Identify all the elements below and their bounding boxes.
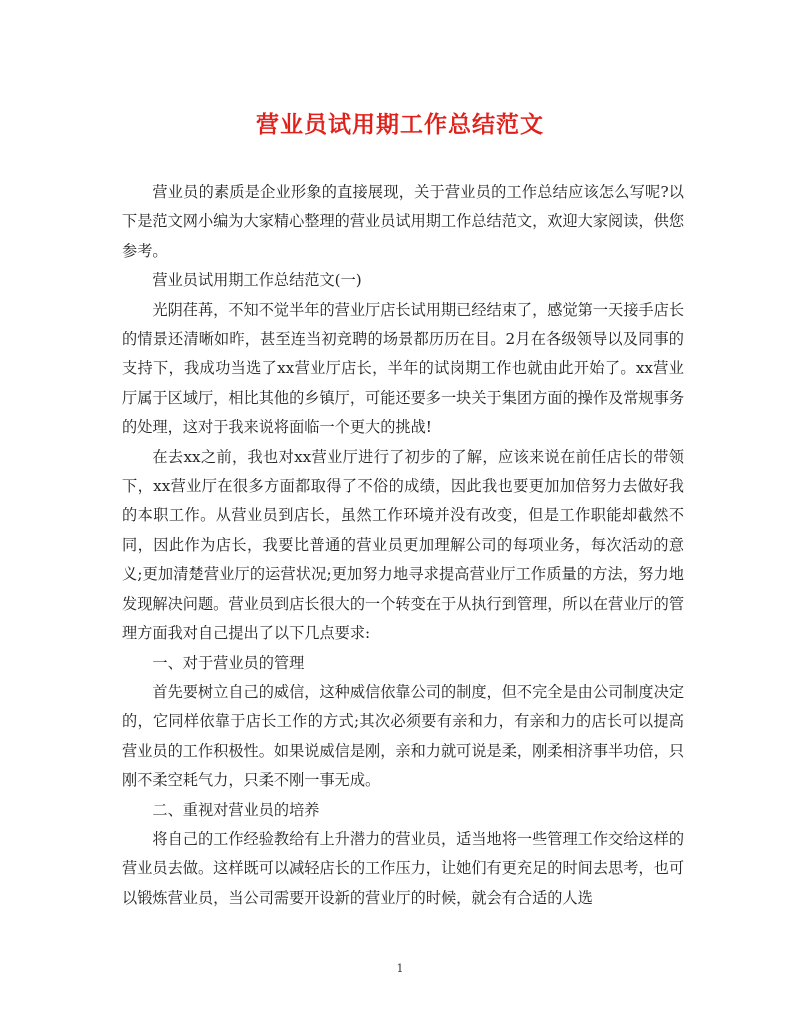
paragraph-subheading: 二、重视对营业员的培养 bbox=[152, 800, 320, 819]
paragraph-subheading: 一、对于营业员的管理 bbox=[152, 653, 305, 672]
document-title: 营业员试用期工作总结范文 bbox=[256, 111, 544, 138]
page-number: 1 bbox=[396, 962, 404, 975]
paragraph-body: 在去xx之前，我也对xx营业厅进行了初步的了解，应该来说在前任店长的带领下，xx营业厅在很多方面都取得了不俗的成绩，因此我也要更加加倍努力去做好我的本职工作。从营业员到店长，虽然工作环境并没有改变，但是工作职能却截然不同，因此作为店长，我要比普通的营业员更加理解公司的每项业务，每次活动的意义;更加清楚营业厅的运营状况;更加努力地寻求提高营业厅工作质量的方法，努力地发现解决问题。营业员到店长很大的一个转变在于从执行到管理，所以在营业厅的管理方面我对自己提出了以下几点要求: bbox=[122, 447, 684, 643]
paragraph-body: 首先要树立自己的威信，这种威信依靠公司的制度，但不完全是由公司制度决定的，它同样依靠于店长工作的方式;其次必须要有亲和力，有亲和力的店长可以提高营业员的工作积极性。如果说威信是刚，亲和力就可说是柔，刚柔相济事半功倍，只刚不柔空耗气力，只柔不刚一事无成。 bbox=[122, 682, 684, 790]
document-body bbox=[122, 178, 684, 913]
paragraph-body: 光阴荏苒，不知不觉半年的营业厅店长试用期已经结束了，感觉第一天接手店长的情景还清晰如昨，甚至连当初竞聘的场景都历历在目。2月在各级领导以及同事的支持下，我成功当选了xx营业厅店长，半年的试岗期工作也就由此开始了。xx营业厅属于区域厅，相比其他的乡镇厅，可能还要多一块关于集团方面的操作及常规事务的处理，这对于我来说将面临一个更大的挑战! bbox=[122, 300, 684, 437]
paragraph-body: 将自己的工作经验教给有上升潜力的营业员，适当地将一些管理工作交给这样的营业员去做。这样既可以减轻店长的工作压力，让她们有更充足的时间去思考，也可以锻炼营业员，当公司需要开设新的营业厅的时候，就会有合适的人选 bbox=[122, 829, 684, 907]
paragraph-intro: 营业员的素质是企业形象的直接展现，关于营业员的工作总结应该怎么写呢?以下是范文网小编为大家精心整理的营业员试用期工作总结范文，欢迎大家阅读，供您参考。 bbox=[122, 183, 684, 260]
paragraph-section-heading: 营业员试用期工作总结范文(一) bbox=[152, 271, 362, 290]
